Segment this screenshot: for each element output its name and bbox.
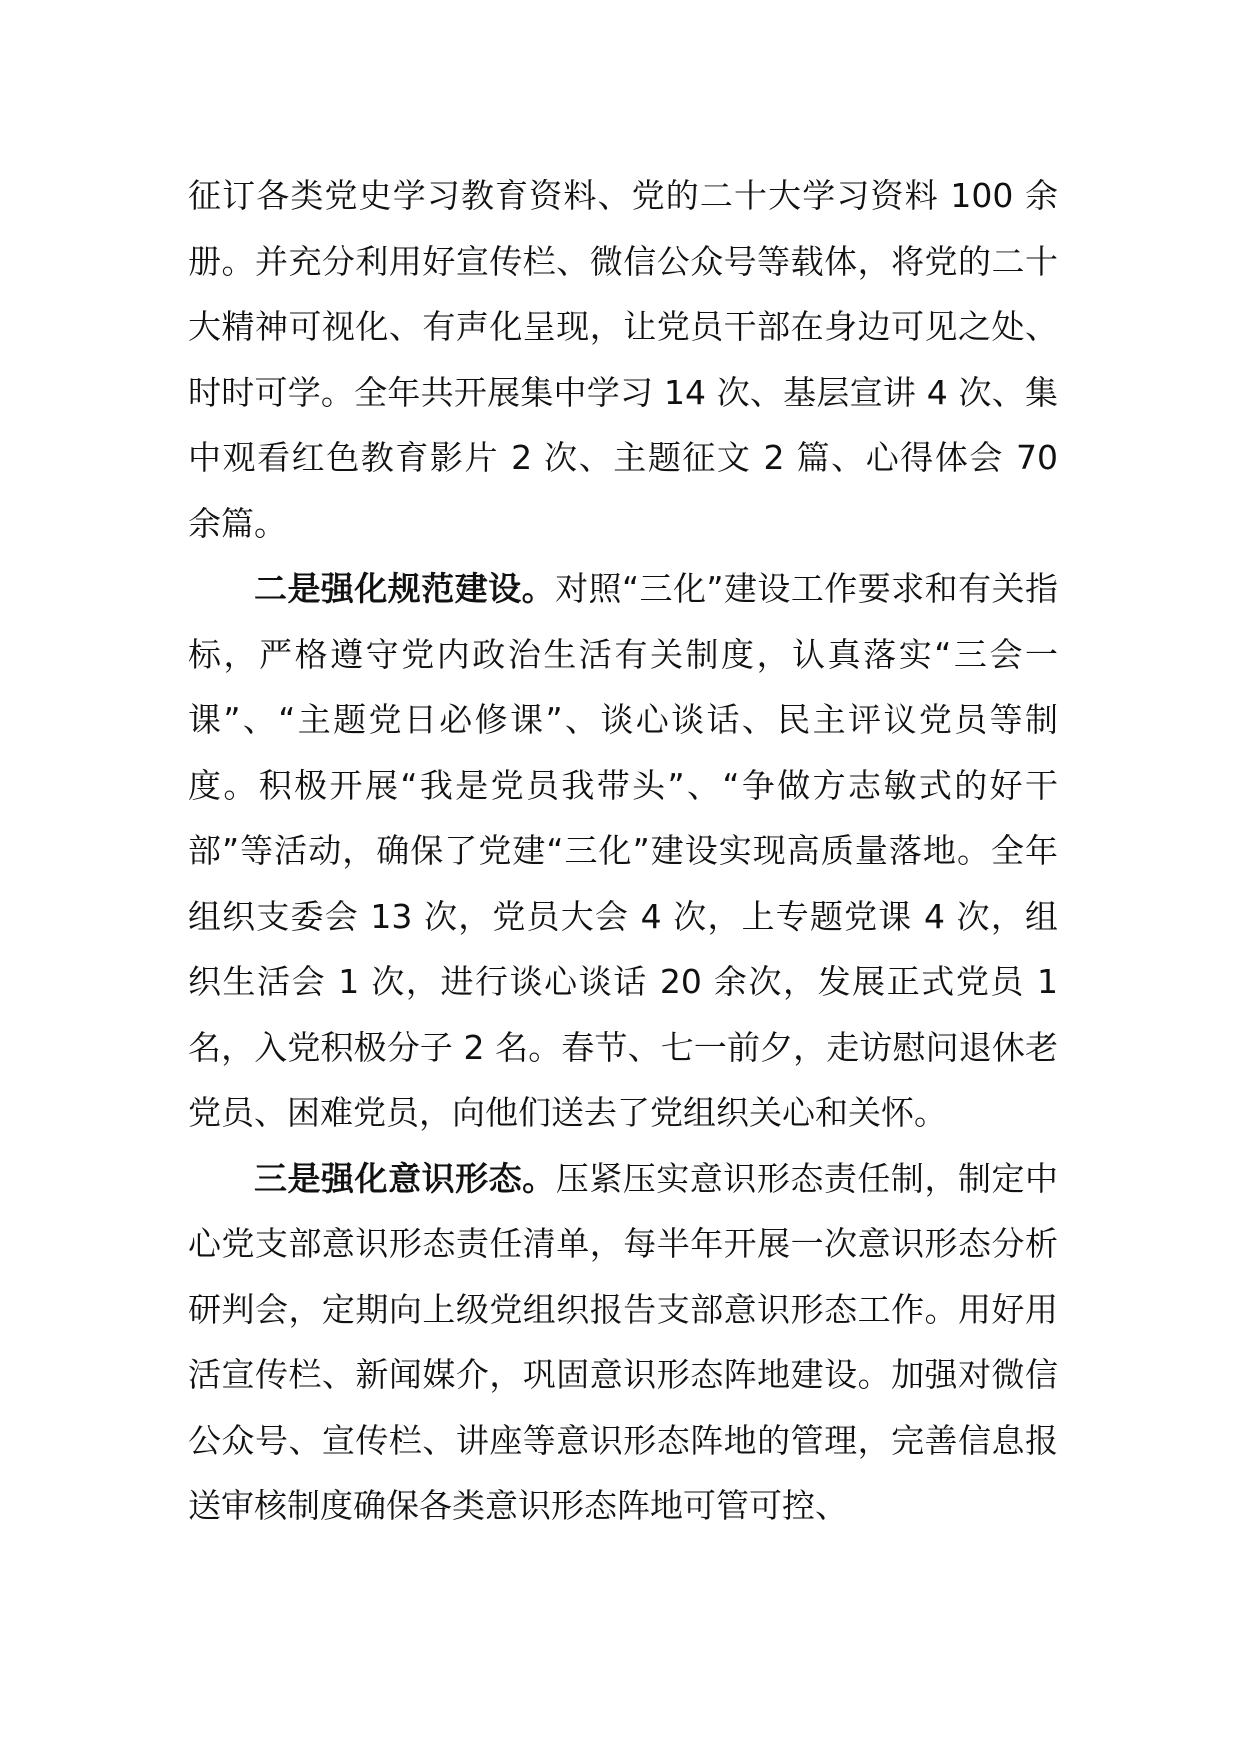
paragraph-text: 压紧压实意识形态责任制，制定中心党支部意识形态责任清单，每半年开展一次意识形态分析研判会，定期向上级党组织报告支部意识形态工作。用好用活宣传栏、新闻媒介，巩固意识形态阵地建设。加强对微信公众号、宣传栏、讲座等意识形态阵地的管理，完善信息报送审核制度确保各类意识形态阵地可管可控、 [188,1158,1059,1525]
paragraph-standardization [188,556,1058,1146]
paragraph-text: 征订各类党史学习教育资料、党的二十大学习资料 100 余册。并充分利用好宣传栏、微信公众号等载体，将党的二十大精神可视化、有声化呈现，让党员干部在身边可见之处、时时可学。全年共开展集中学习 14 次、基层宣讲 4 次、集中观看红色教育影片 2 次、主题征文 2 篇、心得体会 70 余篇。 [188,176,1058,543]
paragraph-text: 对照“三化”建设工作要求和有关指标，严格遵守党内政治生活有关制度，认真落实“三会一课”、“主题党日必修课”、谈心谈话、民主评议党员等制度。积极开展“我是党员我带头”、“争做方志敏式的好干部”等活动，确保了党建“三化”建设实现高质量落地。全年组织支委会 13 次，党员大会 4 次，上专题党课 4 次，组织生活会 1 次，进行谈心谈话 20 余次，发展正式党员 1 名，入党积极分子 2 名。春节、七一前夕，走访慰问退休老党员、困难党员，向他们送去了党组织关心和关怀。 [188,569,1059,1132]
body-text [188,163,1058,1539]
paragraph-heading: 三是强化意识形态。 [254,1158,556,1198]
paragraph-heading: 二是强化规范建设。 [254,569,556,608]
paragraph-continuation [188,163,1058,556]
paragraph-ideology [188,1146,1058,1539]
